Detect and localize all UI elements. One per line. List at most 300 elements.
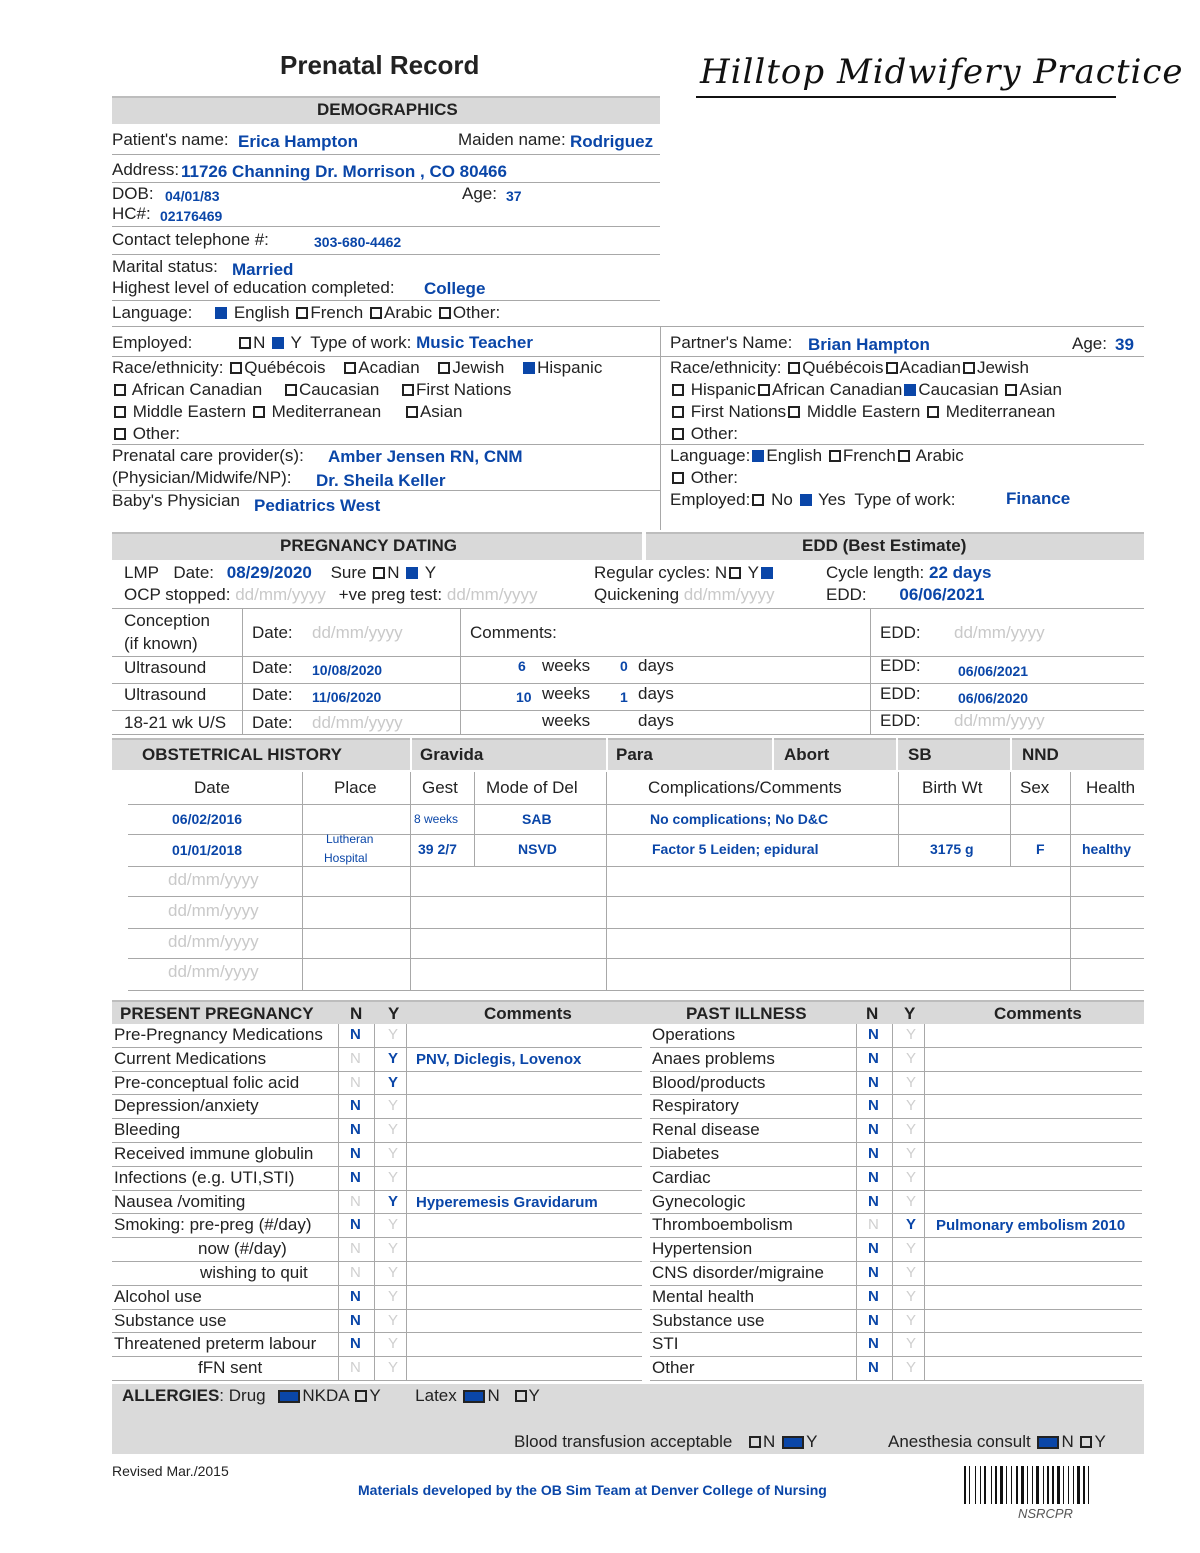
sure-label: Sure xyxy=(330,563,367,582)
arabic-label: Arabic xyxy=(384,303,433,322)
maiden-name-value[interactable]: Rodriguez xyxy=(570,132,654,151)
employed-y-label: Y xyxy=(290,333,302,352)
race-row-4 xyxy=(112,424,180,444)
past-item-divider xyxy=(650,1332,1142,1333)
partner-employed-row xyxy=(670,490,956,510)
present-item-divider xyxy=(112,1118,642,1119)
edd-best-label: EDD: xyxy=(826,585,867,604)
past-item-column-divider xyxy=(924,1024,925,1381)
first-nations-checkbox[interactable] xyxy=(402,384,414,396)
present-item-y-option[interactable]: Y xyxy=(388,1359,399,1377)
cycle-length-value[interactable]: 22 days xyxy=(929,563,992,582)
partner-caucasian-label: Caucasian xyxy=(918,380,999,399)
edd-best-row xyxy=(826,585,984,605)
ob-row2-weight[interactable]: 3175 g xyxy=(930,841,974,857)
present-item-n-option[interactable]: N xyxy=(350,1145,361,1162)
present-item-y-option[interactable]: Y xyxy=(388,1121,399,1139)
barcode-bar xyxy=(1027,1466,1028,1504)
lmp-label: LMP xyxy=(124,563,159,582)
barcode-bar xyxy=(1088,1466,1089,1504)
present-item-column-divider xyxy=(406,1024,407,1381)
past-item-n-option[interactable]: N xyxy=(868,1287,879,1305)
partner-french-checkbox[interactable] xyxy=(829,450,841,462)
employed-n-label: N xyxy=(253,333,266,352)
employed-n-checkbox[interactable] xyxy=(239,337,251,349)
race-row-2 xyxy=(112,380,511,400)
partner-name-value[interactable]: Brian Hampton xyxy=(808,335,930,354)
address-value[interactable]: 11726 Channing Dr. Morrison , CO 80466 xyxy=(181,162,507,181)
past-item-n-option[interactable]: N xyxy=(868,1145,879,1162)
present-item-y-option[interactable]: Y xyxy=(388,1097,399,1115)
marital-value[interactable]: Married xyxy=(232,260,294,279)
latex-n-checkbox[interactable] xyxy=(463,1390,485,1403)
present-item-label: wishing to quit xyxy=(200,1263,308,1282)
past-item-n-option[interactable]: N xyxy=(868,1073,879,1091)
present-item-n-option[interactable]: N xyxy=(350,1264,361,1281)
past-item-y-option[interactable]: Y xyxy=(906,1145,917,1162)
work-label: Type of work: xyxy=(310,333,412,352)
checklist-header xyxy=(112,1000,1144,1024)
present-item-y-option[interactable]: Y xyxy=(388,1335,399,1353)
address-label: Address: xyxy=(112,160,180,179)
ob-row1-gest[interactable]: 8 weeks xyxy=(414,812,459,826)
cycle-length-label: Cycle length: xyxy=(826,563,925,582)
us2-date-value[interactable]: 11/06/2020 xyxy=(312,689,382,705)
partner-acadian-checkbox[interactable] xyxy=(886,362,898,374)
african-canadian-label: African Canadian xyxy=(131,380,263,399)
quickening-value[interactable]: dd/mm/yyyy xyxy=(683,585,775,604)
sure-n-label: N xyxy=(387,563,400,582)
dating-heading: PREGNANCY DATING xyxy=(280,536,457,555)
maiden-name-label: Maiden name: xyxy=(458,130,566,149)
partner-race-label: Race/ethnicity: xyxy=(670,358,782,377)
us1-date-value[interactable]: 10/08/2020 xyxy=(312,662,383,678)
anesthesia-n-label: N xyxy=(1061,1432,1074,1451)
us1-edd-label: EDD: xyxy=(880,656,921,675)
ocp-value[interactable]: dd/mm/yyyy xyxy=(235,585,326,604)
present-item-n-option[interactable]: N xyxy=(350,1168,361,1186)
arabic-checkbox[interactable] xyxy=(370,307,382,319)
barcode-bar xyxy=(1016,1466,1018,1504)
past-n-heading: N xyxy=(866,1004,879,1023)
present-item-y-option[interactable]: Y xyxy=(388,1073,399,1091)
past-item-n-option[interactable]: N xyxy=(868,1097,879,1115)
regular-y-checkbox[interactable] xyxy=(761,567,773,579)
us3-days-label: days xyxy=(638,711,674,730)
past-item-y-option[interactable]: Y xyxy=(906,1335,917,1353)
present-item-n-option[interactable]: N xyxy=(350,1192,361,1210)
past-item-label: Other xyxy=(652,1358,695,1378)
english-checkbox[interactable] xyxy=(215,307,227,319)
past-item-divider xyxy=(650,1213,1142,1214)
anesthesia-label: Anesthesia consult xyxy=(888,1432,1031,1451)
present-item-y-option[interactable]: Y xyxy=(388,1026,399,1043)
barcode-bar xyxy=(1032,1466,1033,1504)
provider-label: Prenatal care provider(s): xyxy=(112,446,304,465)
baby-physician-value[interactable]: Pediatrics West xyxy=(254,496,381,515)
partner-other-language-label: Other: xyxy=(690,468,738,487)
us2-edd-label: EDD: xyxy=(880,684,921,703)
present-item-n-option[interactable]: N xyxy=(350,1240,361,1258)
employed-y-checkbox[interactable] xyxy=(272,337,284,349)
past-item-divider xyxy=(650,1261,1142,1262)
transfusion-y-label: Y xyxy=(806,1432,818,1451)
hc-label: HC#: xyxy=(112,204,151,223)
race-row-3 xyxy=(112,402,462,422)
past-item-label: Anaes problems xyxy=(652,1048,775,1068)
past-item-y-option[interactable]: Y xyxy=(906,1097,917,1115)
past-heading: PAST ILLNESS xyxy=(686,1004,807,1023)
anesthesia-n-checkbox[interactable] xyxy=(1037,1436,1059,1449)
past-item-divider xyxy=(650,1118,1142,1119)
ob-row1-date[interactable]: 06/02/2016 xyxy=(172,811,243,827)
present-item-comment[interactable]: PNV, Diclegis, Lovenox xyxy=(416,1050,582,1068)
caucasian-checkbox[interactable] xyxy=(285,384,297,396)
revised-note: Revised Mar./2015 xyxy=(112,1463,229,1479)
allergies-label: ALLERGIES xyxy=(122,1386,220,1405)
present-item-y-option[interactable]: Y xyxy=(388,1168,399,1186)
present-item-divider xyxy=(112,1285,642,1286)
lmp-row xyxy=(124,563,436,583)
partner-first-nations-checkbox[interactable] xyxy=(672,406,684,418)
past-item-y-option[interactable]: Y xyxy=(906,1026,917,1043)
age-label: Age: xyxy=(462,184,497,203)
present-item-divider xyxy=(112,1190,642,1191)
partner-age-value[interactable]: 39 xyxy=(1115,335,1134,354)
present-item-y-option[interactable]: Y xyxy=(388,1216,399,1234)
present-item-n-option[interactable]: N xyxy=(350,1049,361,1067)
drug-y-checkbox[interactable] xyxy=(355,1390,367,1402)
barcode-bar xyxy=(1077,1466,1080,1504)
us2-days-label: days xyxy=(638,684,674,703)
partner-other-race-label: Other: xyxy=(690,424,738,443)
present-item-n-option[interactable]: N xyxy=(350,1216,361,1234)
present-item-divider xyxy=(112,1213,642,1214)
partner-employed-yes-checkbox[interactable] xyxy=(800,494,812,506)
past-item-n-option[interactable]: N xyxy=(868,1359,879,1377)
past-y-heading: Y xyxy=(904,1004,916,1023)
barcode-bar xyxy=(1052,1466,1054,1504)
barcode-bar xyxy=(969,1466,970,1504)
nkda-checkbox[interactable] xyxy=(278,1390,300,1403)
partner-work-value[interactable]: Finance xyxy=(1006,489,1071,508)
ob-row2-place-2[interactable]: Hospital xyxy=(324,851,368,865)
french-checkbox[interactable] xyxy=(296,307,308,319)
obstetrical-header xyxy=(112,738,1144,770)
ob-row1-comments[interactable]: No complications; No D&C xyxy=(650,811,829,827)
ob-row4-date[interactable]: dd/mm/yyyy xyxy=(168,901,259,920)
other-language-checkbox[interactable] xyxy=(439,307,451,319)
barcode-code: NSRCPR xyxy=(1018,1506,1073,1521)
conception-date-label: Date: xyxy=(252,623,293,642)
present-item-column-divider xyxy=(374,1024,375,1381)
partner-first-nations-label: First Nations xyxy=(690,402,787,421)
partner-hispanic-checkbox[interactable] xyxy=(672,384,684,396)
anesthesia-y-checkbox[interactable] xyxy=(1080,1436,1092,1448)
partner-arabic-checkbox[interactable] xyxy=(898,450,910,462)
past-item-y-option[interactable]: Y xyxy=(906,1168,917,1186)
partner-english-checkbox[interactable] xyxy=(752,450,764,462)
us2-days-value[interactable]: 1 xyxy=(620,689,628,705)
partner-caucasian-checkbox[interactable] xyxy=(904,384,916,396)
past-item-y-option[interactable]: Y xyxy=(906,1049,917,1067)
latex-y-label: Y xyxy=(528,1386,540,1405)
ob-row2-place-1[interactable]: Lutheran xyxy=(326,832,374,846)
para-label: Para xyxy=(616,745,653,764)
us2-weeks-label: weeks xyxy=(542,684,591,703)
present-item-n-option[interactable]: N xyxy=(350,1359,361,1377)
regular-cycles-row xyxy=(594,563,775,583)
past-item-n-option[interactable]: N xyxy=(868,1168,879,1186)
present-item-y-option[interactable]: Y xyxy=(388,1145,399,1162)
present-item-label: fFN sent xyxy=(198,1358,263,1378)
past-item-n-option[interactable]: N xyxy=(868,1335,879,1353)
us1-days-label: days xyxy=(638,656,674,675)
partner-employed-no-checkbox[interactable] xyxy=(752,494,764,506)
barcode-bar xyxy=(995,1466,997,1504)
partner-other-race-checkbox[interactable] xyxy=(672,428,684,440)
mediterranean-label: Mediterranean xyxy=(271,402,382,421)
middle-eastern-label: Middle Eastern xyxy=(132,402,247,421)
partner-mediterranean-label: Mediterranean xyxy=(945,402,1056,421)
past-item-y-option[interactable]: Y xyxy=(906,1359,917,1377)
credit-line: Materials developed by the OB Sim Team at Denver College of Nursing xyxy=(358,1482,827,1498)
ob-row2-mode[interactable]: NSVD xyxy=(518,841,557,857)
latex-label: Latex xyxy=(415,1386,457,1405)
sure-n-checkbox[interactable] xyxy=(373,567,385,579)
ob-row2-comments[interactable]: Factor 5 Leiden; epidural xyxy=(652,841,819,857)
partner-african-canadian-label: African Canadian xyxy=(771,380,903,399)
ob-row5-date[interactable]: dd/mm/yyyy xyxy=(168,932,259,951)
past-item-divider xyxy=(650,1356,1142,1357)
barcode-bar xyxy=(980,1466,981,1504)
present-item-label: Depression/anxiety xyxy=(114,1096,259,1116)
partner-asian-label: Asian xyxy=(1019,380,1062,399)
barcode xyxy=(964,1466,1136,1506)
past-item-n-option[interactable]: N xyxy=(868,1121,879,1139)
partner-other-language-row xyxy=(670,468,738,488)
conception-edd-label: EDD: xyxy=(880,623,921,642)
present-item-n-option[interactable]: N xyxy=(350,1311,361,1329)
transfusion-y-checkbox[interactable] xyxy=(782,1436,804,1449)
present-item-divider xyxy=(112,1356,642,1357)
dob-value[interactable]: 04/01/83 xyxy=(165,188,220,204)
middle-eastern-checkbox[interactable] xyxy=(114,406,126,418)
present-item-column-divider xyxy=(338,1024,339,1381)
partner-language-label: Language: xyxy=(670,446,751,465)
french-label: French xyxy=(310,303,364,322)
age-value[interactable]: 37 xyxy=(506,188,522,204)
past-item-y-option[interactable]: Y xyxy=(906,1264,917,1281)
other-race-label: Other: xyxy=(132,424,180,443)
language-label: Language: xyxy=(112,303,193,322)
us1-weeks-value[interactable]: 6 xyxy=(518,658,526,674)
hispanic-label: Hispanic xyxy=(537,358,603,377)
us1-date-label: Date: xyxy=(252,658,293,677)
conception-date-value[interactable]: dd/mm/yyyy xyxy=(312,623,403,642)
present-item-label: Nausea /vomiting xyxy=(114,1191,246,1211)
ob-row2-sex[interactable]: F xyxy=(1036,841,1045,857)
conception-edd-value[interactable]: dd/mm/yyyy xyxy=(954,623,1045,642)
past-item-n-option[interactable]: N xyxy=(868,1240,879,1258)
dating-header xyxy=(112,532,642,560)
partner-african-canadian-checkbox[interactable] xyxy=(758,384,770,396)
marital-label: Marital status: xyxy=(112,257,218,276)
present-item-y-option[interactable]: Y xyxy=(388,1264,399,1281)
present-item-n-option[interactable]: N xyxy=(350,1121,361,1139)
first-nations-label: First Nations xyxy=(416,380,512,399)
preg-test-label: +ve preg test: xyxy=(338,585,443,604)
partner-mediterranean-checkbox[interactable] xyxy=(927,406,939,418)
past-item-n-option[interactable]: N xyxy=(868,1192,879,1210)
physician-value[interactable]: Dr. Sheila Keller xyxy=(316,471,446,490)
mediterranean-checkbox[interactable] xyxy=(253,406,265,418)
barcode-bar xyxy=(991,1466,992,1504)
present-item-label: Smoking: pre-preg (#/day) xyxy=(114,1215,312,1235)
partner-language-row xyxy=(670,446,964,466)
present-item-n-option[interactable]: N xyxy=(350,1073,361,1091)
present-item-y-option[interactable]: Y xyxy=(388,1192,399,1210)
partner-race-row-4 xyxy=(670,424,738,444)
gravida-label: Gravida xyxy=(420,745,484,764)
past-item-y-option[interactable]: Y xyxy=(906,1240,917,1258)
barcode-bar xyxy=(1021,1466,1024,1504)
col-sex: Sex xyxy=(1020,778,1050,797)
barcode-bar xyxy=(964,1466,966,1504)
transfusion-n-checkbox[interactable] xyxy=(749,1436,761,1448)
present-item-n-option[interactable]: N xyxy=(350,1026,361,1043)
ob-row2-gest[interactable]: 39 2/7 xyxy=(418,841,457,857)
hispanic-checkbox[interactable] xyxy=(523,362,535,374)
race-row-1 xyxy=(112,358,602,378)
past-item-column-divider xyxy=(856,1024,857,1381)
present-item-divider xyxy=(112,1332,642,1333)
present-item-divider xyxy=(112,1071,642,1072)
present-item-comment[interactable]: Hyperemesis Gravidarum xyxy=(416,1193,598,1211)
past-item-y-option[interactable]: Y xyxy=(906,1192,917,1210)
past-item-y-option[interactable]: Y xyxy=(906,1216,917,1234)
barcode-bar xyxy=(1006,1466,1007,1504)
past-item-divider xyxy=(650,1380,1142,1381)
us3-date-value[interactable]: dd/mm/yyyy xyxy=(312,713,403,732)
practice-logo: Hilltop Midwifery Practice xyxy=(700,52,1184,92)
edd-best-value[interactable]: 06/06/2021 xyxy=(899,585,985,604)
provider-value[interactable]: Amber Jensen RN, CNM xyxy=(328,447,523,466)
present-item-y-option[interactable]: Y xyxy=(388,1287,399,1305)
logo-underline xyxy=(696,96,1116,98)
partner-quebecois-checkbox[interactable] xyxy=(788,362,800,374)
obstetrical-heading: OBSTETRICAL HISTORY xyxy=(142,745,342,764)
ob-row6-date[interactable]: dd/mm/yyyy xyxy=(168,962,259,981)
past-item-n-option[interactable]: N xyxy=(868,1049,879,1067)
phone-value[interactable]: 303-680-4462 xyxy=(314,234,402,250)
present-item-divider xyxy=(112,1380,642,1381)
past-item-n-option[interactable]: N xyxy=(868,1216,879,1234)
partner-work-label: Type of work: xyxy=(854,490,956,509)
work-value[interactable]: Music Teacher xyxy=(416,333,533,352)
partner-middle-eastern-checkbox[interactable] xyxy=(788,406,800,418)
other-race-checkbox[interactable] xyxy=(114,428,126,440)
past-item-n-option[interactable]: N xyxy=(868,1264,879,1281)
transfusion-label: Blood transfusion acceptable xyxy=(514,1432,733,1451)
preg-test-value[interactable]: dd/mm/yyyy xyxy=(446,585,538,604)
edd-header xyxy=(646,532,1144,560)
sure-y-checkbox[interactable] xyxy=(406,567,418,579)
regular-n-checkbox[interactable] xyxy=(729,567,741,579)
present-item-y-option[interactable]: Y xyxy=(388,1240,399,1258)
present-item-y-option[interactable]: Y xyxy=(388,1311,399,1329)
us3-edd-value[interactable]: dd/mm/yyyy xyxy=(954,711,1045,730)
us1-edd-value[interactable]: 06/06/2021 xyxy=(958,663,1029,679)
demographics-header xyxy=(112,96,660,124)
partner-asian-checkbox[interactable] xyxy=(1005,384,1017,396)
us2-weeks-value[interactable]: 10 xyxy=(516,689,532,705)
patient-name-label: Patient's name: xyxy=(112,130,229,149)
acadian-checkbox[interactable] xyxy=(344,362,356,374)
us3-label: 18-21 wk U/S xyxy=(124,713,227,732)
past-item-y-option[interactable]: Y xyxy=(906,1121,917,1139)
lmp-date-value[interactable]: 08/29/2020 xyxy=(226,563,312,582)
us1-days-value[interactable]: 0 xyxy=(620,658,628,674)
race-label: Race/ethnicity: xyxy=(112,358,224,377)
present-item-n-option[interactable]: N xyxy=(350,1097,361,1115)
education-value[interactable]: College xyxy=(424,279,486,298)
transfusion-n-label: N xyxy=(763,1432,776,1451)
asian-checkbox[interactable] xyxy=(406,406,418,418)
present-item-y-option[interactable]: Y xyxy=(388,1049,399,1067)
present-item-n-option[interactable]: N xyxy=(350,1287,361,1305)
jewish-checkbox[interactable] xyxy=(438,362,450,374)
partner-arabic-label: Arabic xyxy=(915,446,964,465)
latex-y-checkbox[interactable] xyxy=(515,1390,527,1402)
col-date: Date xyxy=(194,778,230,797)
patient-name-value[interactable]: Erica Hampton xyxy=(238,132,358,151)
quebecois-checkbox[interactable] xyxy=(230,362,242,374)
past-item-comment[interactable]: Pulmonary embolism 2010 xyxy=(936,1217,1126,1235)
partner-name-label: Partner's Name: xyxy=(670,333,793,352)
present-item-n-option[interactable]: N xyxy=(350,1335,361,1353)
present-item-divider xyxy=(112,1142,642,1143)
past-item-n-option[interactable]: N xyxy=(868,1026,879,1043)
ob-row3-date[interactable]: dd/mm/yyyy xyxy=(168,870,259,889)
present-item-divider xyxy=(112,1047,642,1048)
phone-label: Contact telephone #: xyxy=(112,230,269,249)
past-item-label: CNS disorder/migraine xyxy=(652,1263,824,1282)
us2-edd-value[interactable]: 06/06/2020 xyxy=(958,690,1029,706)
past-item-n-option[interactable]: N xyxy=(868,1311,879,1329)
present-y-heading: Y xyxy=(388,1004,400,1023)
barcode-bar xyxy=(1057,1466,1060,1504)
partner-acadian-label: Acadian xyxy=(899,358,961,377)
past-item-y-option[interactable]: Y xyxy=(906,1073,917,1091)
ob-row1-mode[interactable]: SAB xyxy=(522,811,552,827)
present-item-label: now (#/day) xyxy=(198,1239,287,1259)
african-canadian-checkbox[interactable] xyxy=(114,384,126,396)
edd-heading: EDD (Best Estimate) xyxy=(802,536,967,555)
partner-hispanic-label: Hispanic xyxy=(690,380,756,399)
past-item-y-option[interactable]: Y xyxy=(906,1311,917,1329)
past-item-y-option[interactable]: Y xyxy=(906,1287,917,1305)
ob-row2-health[interactable]: healthy xyxy=(1082,841,1132,857)
language-row xyxy=(112,303,500,323)
partner-jewish-checkbox[interactable] xyxy=(963,362,975,374)
partner-other-language-checkbox[interactable] xyxy=(672,472,684,484)
hc-value[interactable]: 02176469 xyxy=(160,208,223,224)
past-item-label: Renal disease xyxy=(652,1120,760,1140)
ob-row2-date[interactable]: 01/01/2018 xyxy=(172,842,243,858)
dob-label: DOB: xyxy=(112,184,154,203)
employed-label: Employed: xyxy=(112,333,193,352)
